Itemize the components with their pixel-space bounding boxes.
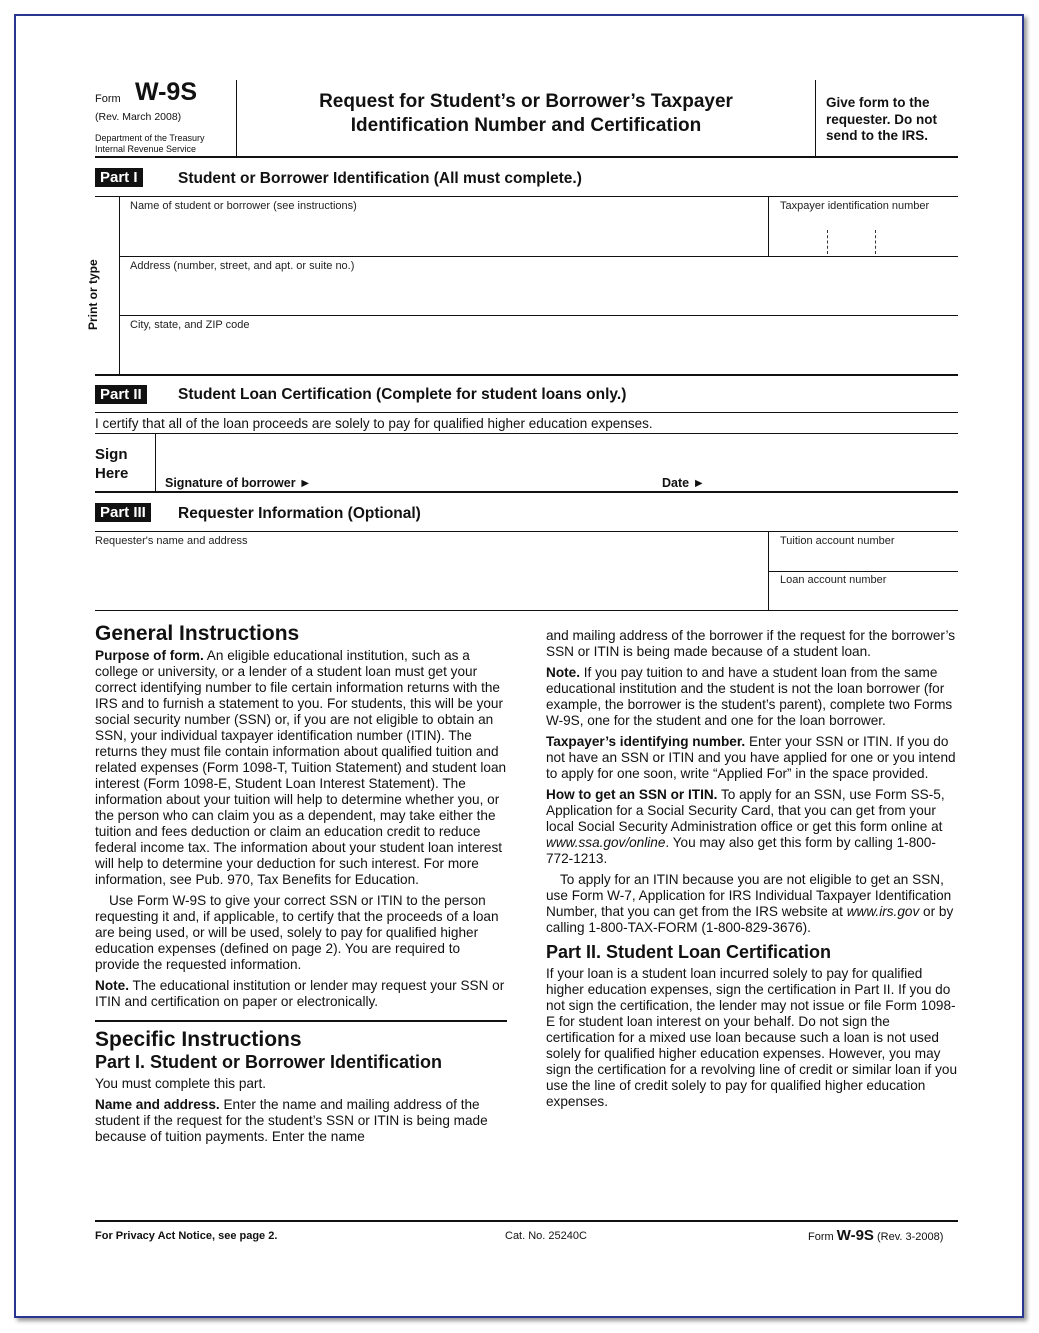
tin-label: Taxpayer identification number [780,200,930,212]
form-number: W-9S [135,78,197,106]
lead: How to get an SSN or ITIN. [546,787,718,802]
give-form-note [826,95,937,145]
loan-cert-paragraph: If your loan is a student loan incurred solely to pay for qualified higher education expenses, sign the certification in Part II. If you do not sign the certification, the lender may not issue or file Form 1098-E for student loan interest on your behalf. Do not sign the certification for a mixed use loan because such a loan is not used solely for qualified higher education expenses. However, you may sign the certification for a revolving line of credit or similar loan if you use the line of credit solely to pay for qualified higher education expenses. [546,966,958,1109]
part3-badge: Part III [95,503,151,522]
name-field-label: Name of student or borrower (see instructions) [130,200,357,212]
note-line: Give form to the [826,95,930,110]
part1-badge: Part I [95,168,143,187]
here-word: Here [95,465,129,482]
name-address-paragraph [95,1097,507,1145]
note-paragraph [95,978,507,1010]
left-column [95,622,507,1150]
part2-instructions-heading: Part II. Student Loan Certification [546,942,832,962]
continued-paragraph: and mailing address of the borrower if the request for the borrower’s SSN or ITIN is being made because of a student loan. [546,628,956,659]
body: The educational institution or lender may request your SSN or ITIN and certification on paper or electronically. [95,978,505,1009]
city-field-label: City, state, and ZIP code [130,319,250,331]
address-field-label: Address (number, street, and apt. or suite no.) [130,260,355,272]
dept-line: Department of the Treasury [95,133,205,143]
print-or-type-label: Print or type [86,259,100,330]
part3-title: Requester Information (Optional) [178,505,421,522]
note-line: requester. Do not [826,111,938,127]
tin-divider [827,230,828,254]
body: or by calling 1-800-TAX-FORM (1-800-829-3676). [546,904,954,935]
general-instructions-heading: General Instructions [95,622,300,645]
use-form-paragraph: Use Form W-9S to give your correct SSN or ITIN to the person requesting it and, if applicable, to certify that the proceeds of a loan are being used, or will be used, solely to pay for qualified higher education expenses (defined on page 2). You are required to provide the requested information. [95,893,499,972]
footer-form-id [808,1227,943,1244]
note-paragraph [546,665,960,729]
part2-badge: Part II [95,385,147,404]
revision: (Rev. 3-2008) [877,1231,944,1243]
tin-field[interactable] [772,214,956,254]
body: To apply for an ITIN because you are not eligible to get an SSN, use Form W-7, Application for IRS Individual Taxpayer Identification Number, that you can get from the IRS website at [546,872,952,919]
department [95,133,205,155]
form-label: Form [808,1231,834,1243]
privacy-notice: For Privacy Act Notice, see page 2. [95,1230,278,1242]
loan-account-field[interactable] [772,588,956,608]
signature-label: Signature of borrower ► [165,476,312,490]
lead: Note. [546,665,580,680]
divider [95,1020,507,1022]
address-field[interactable] [122,274,952,314]
title-line-2: Identification Number and Certification [350,115,702,136]
itin-paragraph [546,872,960,936]
body: Enter your SSN or ITIN. If you do not have an SSN or ITIN and you have applied for one or you intend to apply for one soon, write “Applied For” in the space provided. [546,734,956,781]
body: An eligible educational institution, such as a college or university, or a lender of a student loan must get your correct identifying number to file certain information returns with the IRS and to furnish a statement to you. For students, this will be your social security number (SSN) or, if you are not eligible to obtain an SSN, your individual taxpayer identification number (ITIN). The returns they must file contain information about qualified tuition and related expenses (Form 1098-T, Tuition Statement) and student loan interest (Form 1098-E, Student Loan Interest Statement). The information about your tuition will help to determine whether you, or the person who can claim you as a dependent, may take either the tuition and fees deduction or claim an education credit to reduce federal income tax. The information about your student loan interest will help to determine your deduction for such interest. For more information, see Pub. 970, Tax Benefits for Education. [95,648,507,887]
lead: Note. [95,978,129,993]
must-complete-paragraph: You must complete this part. [95,1076,267,1091]
body: To apply for an SSN, use Form SS-5, Application for a Social Security Card, that you can get from your local Social Security Administration office or get this form online at [546,787,945,834]
tuition-account-field[interactable] [772,549,956,569]
ssa-link[interactable]: www.ssa.gov/online [546,835,666,850]
requester-field[interactable] [95,550,760,608]
city-field[interactable] [122,333,952,371]
form-label: Form [95,93,121,105]
date-field[interactable] [700,440,950,488]
tin-paragraph [546,734,960,782]
date-label: Date ► [662,476,705,490]
lead: Taxpayer’s identifying number. [546,734,746,749]
form-number: W-9S [836,1227,874,1244]
body: If you pay tuition to and have a student loan from the same educational institution and the student is not the loan borrower (for example, the borrower is the student’s parent), complete two Forms W-9S, one for the student and one for the loan borrower. [546,665,953,728]
title-line-1: Request for Student’s or Borrower’s Taxpayer [319,91,733,112]
name-field[interactable] [122,214,762,254]
form-title [240,90,812,138]
part1-instructions-heading: Part I. Student or Borrower Identification [95,1052,443,1072]
tuition-account-label: Tuition account number [780,535,895,547]
lead: Name and address. [95,1097,220,1112]
revision: (Rev. March 2008) [95,111,182,123]
note-line: send to the IRS. [826,128,929,143]
sign-here-label [95,445,128,483]
how-to-get-paragraph [546,787,960,867]
body: . You may also get this form by calling 1-800-772-1213. [546,835,936,866]
part2-title: Student Loan Certification (Complete for student loans only.) [178,386,627,403]
lead: Purpose of form. [95,648,204,663]
tin-divider [875,230,876,254]
irs-link[interactable]: www.irs.gov [846,904,920,919]
body: Enter the name and mailing address of the student if the request for the student’s SSN or ITIN is being made because of tuition payments. Enter the name [95,1097,488,1144]
purpose-paragraph [95,648,507,888]
irs-line: Internal Revenue Service [95,144,197,154]
requester-label: Requester's name and address [95,535,248,547]
catalog-number: Cat. No. 25240C [505,1230,587,1242]
right-column [546,628,960,1115]
loan-account-label: Loan account number [780,574,887,586]
specific-instructions-heading: Specific Instructions [95,1028,302,1051]
sign-word: Sign [95,446,128,463]
part1-title: Student or Borrower Identification (All must complete.) [178,170,582,187]
certification-text: I certify that all of the loan proceeds are solely to pay for qualified higher education expenses. [95,416,653,431]
